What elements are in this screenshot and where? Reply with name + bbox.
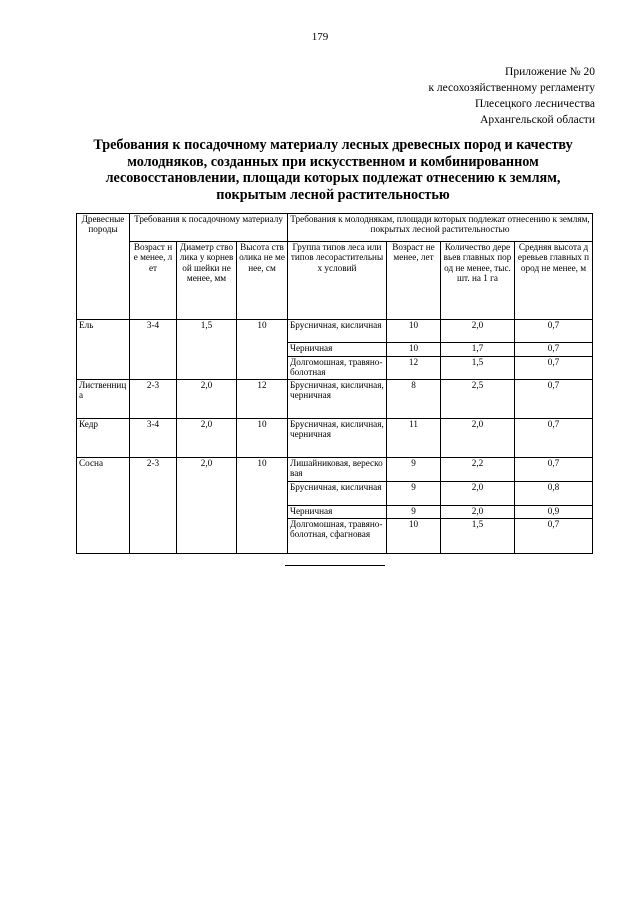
table-row bbox=[77, 320, 593, 343]
cell-forest-type: Лишайниковая, вересковая bbox=[288, 458, 387, 482]
cell-forest-type: Черничная bbox=[288, 343, 387, 357]
cell-young-age: 9 bbox=[387, 506, 441, 519]
cell-average-height: 0,7 bbox=[515, 343, 593, 357]
cell-forest-type: Черничная bbox=[288, 506, 387, 519]
cell-tree-count: 1,5 bbox=[441, 357, 515, 380]
header-species: Древесные породы bbox=[77, 214, 130, 320]
cell-average-height: 0,7 bbox=[515, 320, 593, 343]
cell-tree-count: 2,0 bbox=[441, 482, 515, 506]
cell-species: Лиственница bbox=[77, 380, 130, 419]
cell-young-age: 9 bbox=[387, 458, 441, 482]
cell-average-height: 0,9 bbox=[515, 506, 593, 519]
header-average-height: Средняя высота деревьев главных пород не менее, м bbox=[515, 242, 593, 320]
cell-average-height: 0,7 bbox=[515, 458, 593, 482]
page-number: 179 bbox=[311, 31, 329, 43]
appendix-line: к лесохозяйственному регламенту bbox=[428, 82, 595, 94]
footnote-divider bbox=[285, 565, 385, 566]
cell-species: Кедр bbox=[77, 419, 130, 458]
cell-forest-type: Брусничная, кисличная, черничная bbox=[288, 380, 387, 419]
header-forest-type: Группа типов леса или типов лесорастительных условий bbox=[288, 242, 387, 320]
cell-species: Сосна bbox=[77, 458, 130, 554]
appendix-line: Приложение № 20 bbox=[505, 66, 595, 78]
appendix-header bbox=[428, 64, 595, 128]
cell-age: 2-3 bbox=[130, 380, 177, 419]
title-line: лесовосстановлении, площади которых подлежат отнесению к землям, bbox=[105, 170, 561, 186]
cell-young-age: 8 bbox=[387, 380, 441, 419]
cell-forest-type: Брусничная, кисличная, черничная bbox=[288, 419, 387, 458]
cell-average-height: 0,8 bbox=[515, 482, 593, 506]
document-title bbox=[60, 137, 606, 203]
cell-diameter: 2,0 bbox=[177, 419, 237, 458]
table-row bbox=[77, 380, 593, 419]
cell-tree-count: 2,0 bbox=[441, 320, 515, 343]
header-tree-count: Количество деревьев главных пород не менее, тыс. шт. на 1 га bbox=[441, 242, 515, 320]
cell-young-age: 12 bbox=[387, 357, 441, 380]
cell-diameter: 1,5 bbox=[177, 320, 237, 380]
cell-height: 10 bbox=[237, 419, 288, 458]
requirements-table bbox=[76, 213, 593, 554]
cell-tree-count: 1,5 bbox=[441, 519, 515, 554]
cell-tree-count: 1,7 bbox=[441, 343, 515, 357]
header-age: Возраст не менее, лет bbox=[130, 242, 177, 320]
cell-tree-count: 2,0 bbox=[441, 419, 515, 458]
table-row bbox=[77, 419, 593, 458]
cell-diameter: 2,0 bbox=[177, 380, 237, 419]
title-line: молодняков, созданных при искусственном и комбинированном bbox=[127, 153, 539, 170]
cell-age: 3-4 bbox=[130, 419, 177, 458]
cell-height: 10 bbox=[237, 458, 288, 554]
table-row bbox=[77, 458, 593, 482]
cell-height: 10 bbox=[237, 320, 288, 380]
appendix-line: Архангельской области bbox=[480, 114, 595, 126]
cell-young-age: 11 bbox=[387, 419, 441, 458]
cell-young-age: 9 bbox=[387, 482, 441, 506]
cell-average-height: 0,7 bbox=[515, 419, 593, 458]
header-young-stands: Требования к молоднякам, площади которых подлежат отнесению к землям, покрытых лесной растительностью bbox=[288, 214, 593, 242]
cell-species: Ель bbox=[77, 320, 130, 380]
header-young-age: Возраст не менее, лет bbox=[387, 242, 441, 320]
cell-young-age: 10 bbox=[387, 519, 441, 554]
cell-forest-type: Брусничная, кисличная bbox=[288, 320, 387, 343]
cell-average-height: 0,7 bbox=[515, 519, 593, 554]
cell-young-age: 10 bbox=[387, 320, 441, 343]
cell-diameter: 2,0 bbox=[177, 458, 237, 554]
cell-young-age: 10 bbox=[387, 343, 441, 357]
cell-forest-type: Брусничная, кисличная bbox=[288, 482, 387, 506]
appendix-line: Плесецкого лесничества bbox=[475, 98, 595, 110]
cell-tree-count: 2,5 bbox=[441, 380, 515, 419]
cell-forest-type: Долгомошная, травяно-болотная, сфагновая bbox=[288, 519, 387, 554]
header-planting-material: Требования к посадочному материалу bbox=[130, 214, 288, 242]
cell-forest-type: Долгомошная, травяно-болотная bbox=[288, 357, 387, 380]
cell-average-height: 0,7 bbox=[515, 357, 593, 380]
header-diameter: Диаметр стволика у корневой шейки не менее, мм bbox=[177, 242, 237, 320]
cell-height: 12 bbox=[237, 380, 288, 419]
header-height: Высота стволика не менее, см bbox=[237, 242, 288, 320]
title-line: покрытым лесной растительностью bbox=[216, 186, 450, 203]
cell-tree-count: 2,2 bbox=[441, 458, 515, 482]
cell-average-height: 0,7 bbox=[515, 380, 593, 419]
cell-tree-count: 2,0 bbox=[441, 506, 515, 519]
cell-age: 2-3 bbox=[130, 458, 177, 554]
cell-age: 3-4 bbox=[130, 320, 177, 380]
title-line: Требования к посадочному материалу лесных древесных пород и качеству bbox=[93, 137, 573, 153]
